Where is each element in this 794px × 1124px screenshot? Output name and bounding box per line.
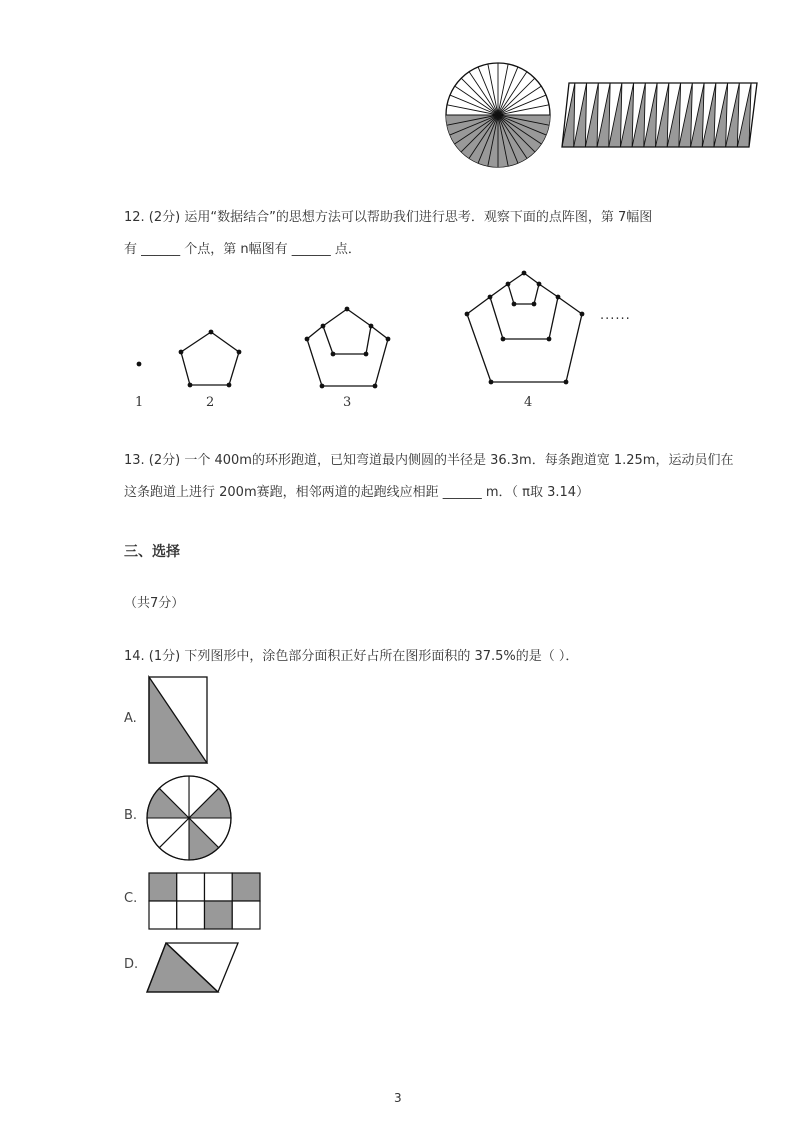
- option-b-label[interactable]: B.: [124, 808, 138, 823]
- figure-ellipsis: ······: [600, 312, 631, 327]
- q14-text: 14. (1分) 下列图形中，涂色部分面积正好占所在图形面积的 37.5%的是（ ）．: [124, 649, 579, 664]
- option-c-label[interactable]: C.: [124, 891, 138, 906]
- option-a-label[interactable]: A.: [124, 711, 137, 726]
- q13-text-line1: 13. (2分) 一个 400m的环形跑道，已知弯道最内侧圆的半径是 36.3m．每条跑道宽 1.25m，运动员们在: [124, 453, 734, 468]
- figure-label-1: 1: [135, 395, 144, 410]
- q12-text-line1: 12. (2分) 运用“数据结合”的思想方法可以帮助我们进行思考．观察下面的点阵图，第 7幅图: [124, 210, 653, 225]
- option-d-label[interactable]: D.: [124, 957, 139, 972]
- figure-label-2: 2: [206, 395, 215, 410]
- figure-label-4: 4: [524, 395, 533, 410]
- figure-label-3: 3: [343, 395, 352, 410]
- q13-text-line2: 这条跑道上进行 200m赛跑，相邻两道的起跑线应相距 ______ m．（ π取 3.14）: [124, 485, 590, 500]
- section-subtitle: （共7分）: [124, 596, 185, 611]
- section-title: 三、选择: [124, 544, 180, 560]
- q12-text-line2: 有 ______ 个点，第 n幅图有 ______ 点．: [124, 242, 361, 257]
- page-number: 3: [394, 1091, 402, 1105]
